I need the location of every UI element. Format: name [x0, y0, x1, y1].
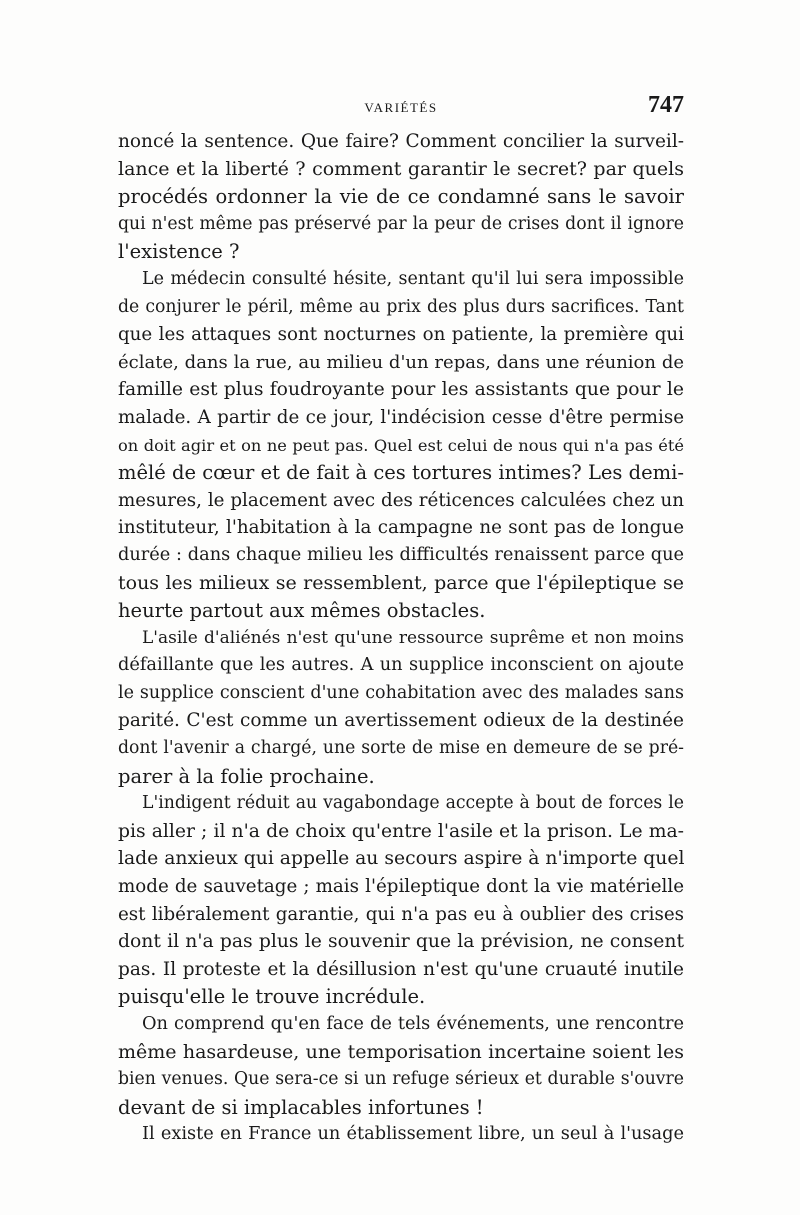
text-line: que les attaques sont nocturnes on patiente, la première qui	[118, 324, 684, 346]
text-line: on doit agir et on ne peut pas. Quel est celui de nous qui n'a pas été	[118, 435, 684, 455]
text-line: L'asile d'aliénés n'est qu'une ressource suprême et non moins	[142, 627, 684, 648]
text-line: Il existe en France un établissement libre, un seul à l'usage	[142, 1124, 684, 1145]
text-line: parité. C'est comme un avertissement odieux de la destinée	[118, 710, 684, 732]
text-line: pas. Il proteste et la désillusion n'est qu'une cruauté inutile	[118, 958, 684, 980]
text-line: procédés ordonner la vie de ce condamné sans le savoir	[118, 185, 684, 209]
text-line: bien venues. Que sera-ce si un refuge sérieux et durable s'ouvre	[118, 1069, 684, 1090]
text-line: mode de sauvetage ; mais l'épileptique dont la vie matérielle	[118, 876, 684, 898]
text-line: l'existence ?	[118, 240, 240, 264]
text-line: On comprend qu'en face de tels événements, une rencontre	[142, 1014, 684, 1034]
text-line: heurte partout aux mêmes obstacles.	[118, 599, 486, 623]
text-line: durée : dans chaque milieu les difficultés renaissent parce que	[118, 544, 684, 565]
text-line: est libéralement garantie, qui n'a pas eu à oublier des crises	[118, 903, 684, 925]
text-line: dont l'avenir a chargé, une sorte de mise en demeure de se pré-	[118, 738, 684, 759]
text-line: qui n'est même pas préservé par la peur de crises dont il ignore	[118, 213, 684, 234]
text-line: de conjurer le péril, même au prix des plus durs sacrifices. Tant	[118, 296, 684, 317]
text-line: défaillante que les autres. A un supplice inconscient on ajoute	[118, 655, 684, 676]
text-line: Le médecin consulté hésite, sentant qu'il lui sera impossible	[142, 268, 684, 289]
text-line: puisqu'elle le trouve incrédule.	[118, 985, 426, 1009]
text-line: lance et la liberté ? comment garantir le secret? par quels	[118, 157, 684, 180]
text-line: parer à la folie prochaine.	[118, 764, 375, 788]
text-line: famille est plus foudroyante pour les assistants que pour le	[118, 379, 684, 401]
text-line: devant de si implacables infortunes !	[118, 1095, 484, 1119]
body-text	[118, 128, 684, 1149]
page-header	[118, 92, 684, 122]
text-line: mêlé de cœur et de fait à ces tortures intimes? Les demi-	[118, 461, 684, 485]
text-line: même hasardeuse, une temporisation incertaine soient les	[118, 1040, 684, 1063]
page-number: 747	[648, 92, 684, 118]
text-line: tous les milieux se ressemblent, parce que l'épileptique se	[118, 571, 684, 594]
text-line: mesures, le placement avec des réticences calculées chez un	[118, 489, 684, 511]
text-line: le supplice conscient d'une cohabitation avec des malades sans	[118, 682, 684, 703]
text-line: lade anxieux qui appelle au secours aspire à n'importe quel	[118, 848, 684, 870]
text-line: pis aller ; il n'a de choix qu'entre l'asile et la prison. Le ma-	[118, 820, 684, 842]
text-line: L'indigent réduit au vagabondage accepte à bout de forces le	[142, 793, 684, 814]
text-line: éclate, dans la rue, au milieu d'un repas, dans une réunion de	[118, 351, 684, 373]
text-line: instituteur, l'habitation à la campagne ne sont pas de longue	[118, 517, 684, 539]
text-line: dont il n'a pas plus le souvenir que la prévision, ne consent	[118, 931, 684, 953]
text-line: noncé la sentence. Que faire? Comment concilier la surveil-	[118, 131, 684, 152]
running-head: VARIÉTÉS	[364, 100, 438, 115]
text-line: malade. A partir de ce jour, l'indécision cesse d'être permise	[118, 406, 684, 428]
